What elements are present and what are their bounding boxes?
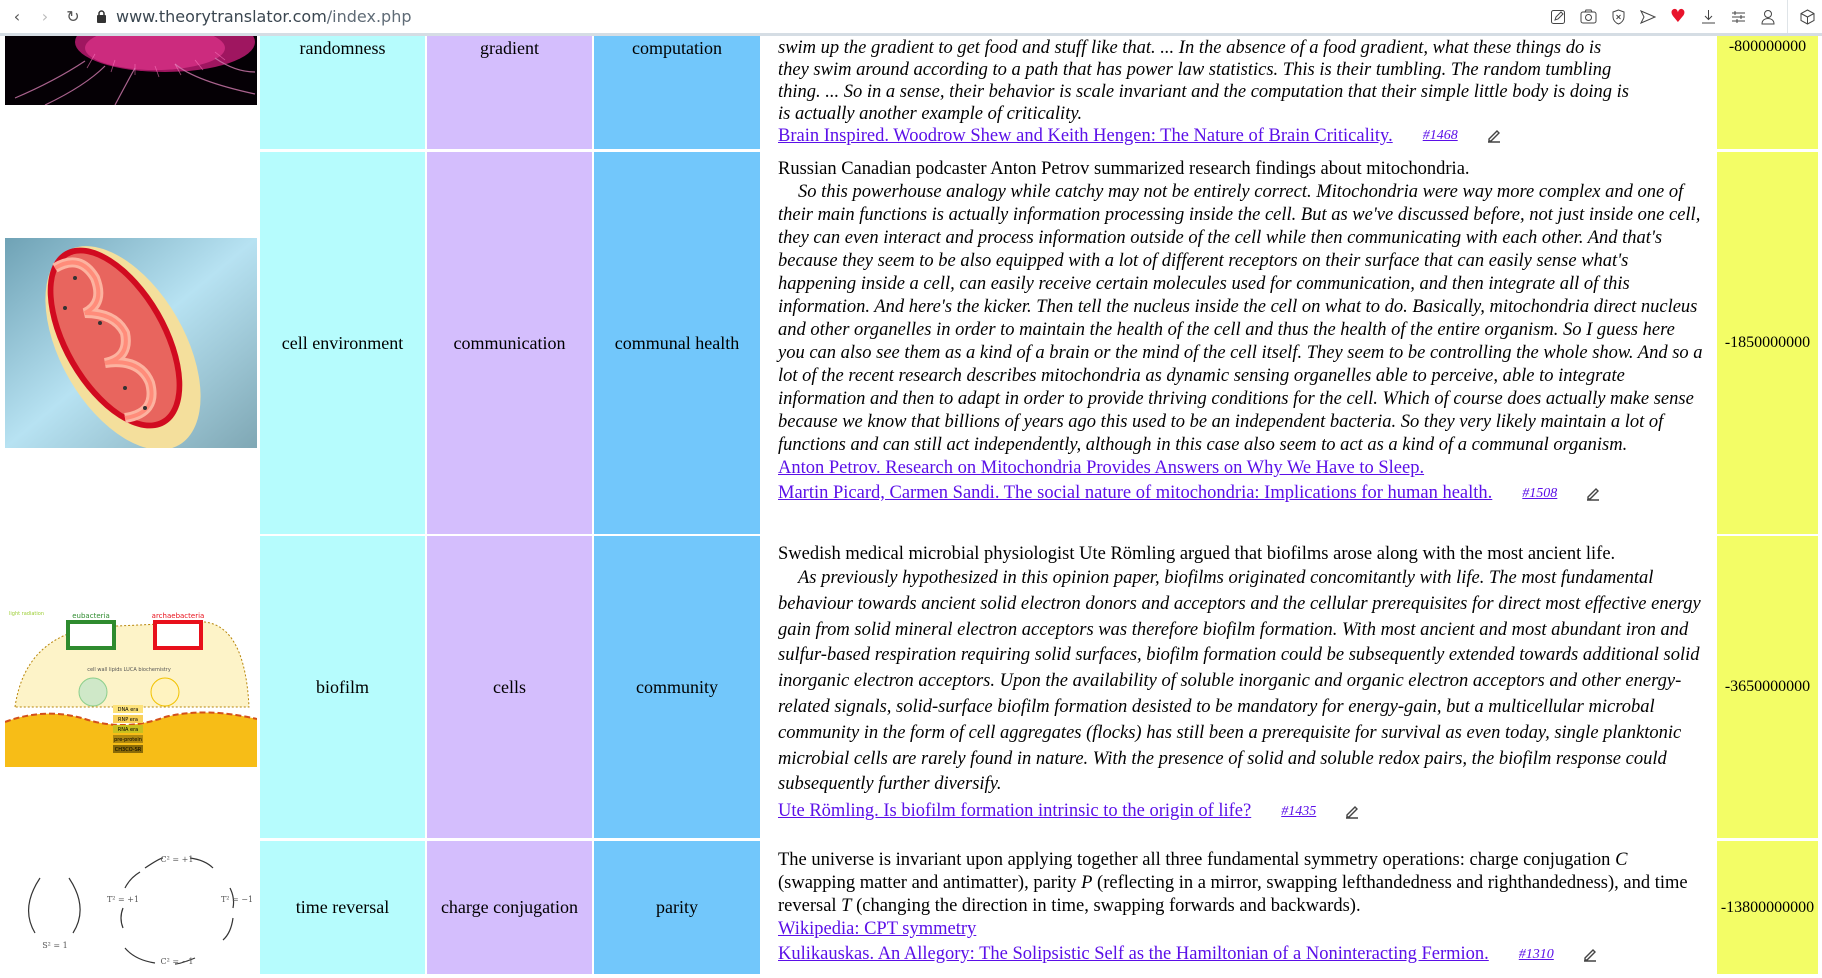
intro-fragment: The universe is invariant upon applying together all three fundamental symmetry operations: charge conjugation: [778, 850, 1616, 870]
category-label: cell environment: [281, 332, 404, 353]
symbol-t: T: [841, 896, 852, 916]
quote-text: So this powerhouse analogy while catchy may not be entirely correct. Mitochondria were way more complex and one of their main functions is actually information processing inside the cell. But as we've discussed before, not just inside one cell, they can even interact and process information outside of the cell while then communicating with each other. And that's because they seem to be also equipped with a lot of different receptors on their surface that can easily sense what's happening inside a cell, can easily receive certain molecules used for communication, and then integrate all of this information. And here's the kicker. Then tell the nucleus inside the cell on what to do. Basically, mitochondria direct nucleus and other organelles in order to maintain the health of the cell and thus the health of the entire organism. So I guess here you can also see them as a kind of a brain or the mind of the cell itself. They seem to be controlling the whole show. And so a lot of the recent research describes mitochondria as dynamic sensing organelles able to perceive, able to integrate information and then to adapt in order to provide thriving conditions for the cell. Which of course does actually make sense because we know that billions of years ago this used to be an independent bacteria. So they very likely maintain a lot of functions and can still act independently, although in this case also seem to act as a kind of a communal organism.: [778, 182, 1703, 455]
category-cell-1: [260, 536, 425, 838]
lock-icon: [94, 10, 108, 24]
category-cell-1: [260, 152, 425, 534]
sliders-icon[interactable]: [1723, 2, 1753, 32]
diagram-label: DNA era: [117, 707, 139, 713]
source-link[interactable]: Ute Römling. Is biofilm formation intrinsic to the origin of life?: [778, 801, 1252, 822]
category-label: time reversal: [295, 897, 390, 917]
url-path: /index.php: [326, 7, 412, 26]
description-cell: [778, 36, 1703, 149]
image-cell: [5, 152, 257, 534]
value-number: -13800000000: [1720, 898, 1815, 916]
category-cell-3: [594, 536, 760, 838]
entry-id-link[interactable]: #1508: [1522, 486, 1558, 501]
category-cell-3: [594, 36, 760, 149]
table-row: [0, 536, 1822, 838]
description-cell: [778, 841, 1703, 974]
diagram-label: cell wall lipids LUCA biochemistry: [87, 667, 171, 673]
value-cell: [1717, 536, 1818, 838]
reload-icon: ↻: [66, 7, 80, 26]
category-label: gradient: [480, 38, 539, 58]
edit-icon[interactable]: [1543, 2, 1573, 32]
symbol-p: P: [1081, 873, 1093, 893]
intro-fragment: (reflecting in a mirror, swapping lefthandedness and righthandedness), and time reversal: [778, 873, 1688, 916]
source-link[interactable]: Wikipedia: CPT symmetry: [778, 919, 977, 939]
category-label: charge conjugation: [440, 897, 579, 917]
value-number: -1850000000: [1724, 334, 1811, 351]
image-cell: [5, 536, 257, 838]
diagram-label: RNP era: [117, 717, 139, 723]
back-button[interactable]: [6, 6, 28, 28]
browser-toolbar: [0, 0, 1822, 36]
diagram-label: T² = +1: [106, 894, 140, 904]
shield-x-icon[interactable]: [1603, 2, 1633, 32]
edit-icon[interactable]: [1344, 804, 1360, 820]
table-row: [0, 36, 1822, 149]
biofilm-origin-diagram: [5, 607, 257, 767]
category-cell-2: [427, 36, 592, 149]
quote-line: thing. ... So in a sense, their behavior is scale invariant and the computation that their simple little body is doing is: [778, 82, 1629, 102]
diagram-label: RNA era: [117, 727, 139, 733]
cpt-symmetry-diagram: [5, 848, 257, 968]
category-cell-3: [594, 841, 760, 974]
diagram-label: archaebacteria: [151, 612, 205, 620]
quote-text: As previously hypothesized in this opinion paper, biofilms originated concomitantly with life. The most fundamental behaviour towards ancient solid electron donors and acceptors and the cellular prerequisites for direct most effective energy gain from solid mineral electron acceptors was therefore biofilm formation. With most ancient and most abundant iron and sulfur-based respiration requiring solid surfaces, biofilm formation could be subsequently extended towards additional solid inorganic electron acceptors. Upon the availability of soluble inorganic and organic electron acceptors and other energy-related signals, solid-surface biofilm formation desisted to be mandatory for energy-gain, but a multicellular microbal community in the form of cell aggregates (flocks) has still been a prerequisite for survival as even today, single planktonic microbial cells are rarely found in nature. With the presence of solid and soluble redox pairs, the biofilm response could subsequently further diversify.: [778, 568, 1701, 795]
diagram-label: C² = −1: [160, 956, 194, 966]
intro-fragment: (changing the direction in time, swapping forwards and backwards).: [851, 896, 1361, 916]
heart-icon[interactable]: ♥: [1669, 6, 1687, 27]
category-cell-2: [427, 536, 592, 838]
image-cell: [5, 841, 257, 974]
source-link[interactable]: Brain Inspired. Woodrow Shew and Keith Hengen: The Nature of Brain Criticality.: [778, 126, 1393, 146]
mitochondria-image: [5, 238, 257, 448]
chevron-left-icon: ‹: [13, 7, 21, 26]
diagram-label: S² = 1: [42, 940, 68, 950]
category-label: randomness: [299, 38, 386, 58]
category-cell-2: [427, 152, 592, 534]
source-link[interactable]: Kulikauskas. An Allegory: The Solipsistic Self as the Hamiltonian of a Noninteracting Fermion.: [778, 944, 1489, 964]
address-bar[interactable]: [116, 7, 411, 26]
download-icon[interactable]: [1693, 2, 1723, 32]
diagram-label: T² = −1: [220, 894, 254, 904]
edit-icon[interactable]: [1585, 486, 1601, 502]
category-label: community: [636, 676, 718, 697]
category-cell-1: [260, 36, 425, 149]
reload-button[interactable]: [62, 6, 84, 28]
source-link[interactable]: Anton Petrov. Research on Mitochondria Provides Answers on Why We Have to Sleep.: [778, 458, 1425, 478]
box-icon[interactable]: [1792, 2, 1822, 32]
diagram-label: light radiation: [9, 611, 44, 617]
user-icon[interactable]: [1753, 2, 1783, 32]
intro-text: Russian Canadian podcaster Anton Petrov summarized research findings about mitochondria.: [778, 159, 1470, 179]
intro-text: Swedish medical microbial physiologist Ute Römling argued that biofilms arose along with the most ancient life.: [778, 544, 1616, 564]
category-cell-1: [260, 841, 425, 974]
table-row: [0, 841, 1822, 974]
entry-id-link[interactable]: #1310: [1518, 947, 1554, 962]
intro-text: [778, 849, 1703, 918]
category-label: parity: [656, 897, 698, 917]
value-cell: [1717, 152, 1818, 534]
category-label: communication: [453, 332, 566, 353]
diagram-label: pre-protein: [114, 737, 142, 743]
diagram-label: eubacteria: [72, 612, 110, 620]
entry-id-link[interactable]: #1468: [1422, 128, 1458, 143]
forward-button[interactable]: [34, 6, 56, 28]
category-label: computation: [632, 38, 722, 58]
value-number: -800000000: [1728, 38, 1807, 55]
entry-id-link[interactable]: #1435: [1281, 804, 1317, 820]
symbol-c: C: [1615, 850, 1628, 870]
value-number: -3650000000: [1724, 678, 1811, 695]
image-cell: [5, 36, 257, 149]
camera-icon[interactable]: [1573, 2, 1603, 32]
description-cell: [778, 536, 1703, 838]
edit-icon[interactable]: [1582, 947, 1598, 963]
diagram-label: C² = +1: [160, 854, 194, 864]
extension-icons: [1543, 0, 1822, 33]
quote-line: is actually another example of criticality.: [778, 104, 1083, 124]
diagram-label: CH3CO-SR: [114, 747, 142, 753]
description-cell: [778, 152, 1703, 534]
bacterium-image: [5, 36, 257, 105]
intro-fragment: (swapping matter and antimatter), parity: [778, 873, 1082, 893]
edit-icon[interactable]: [1486, 128, 1502, 144]
source-link[interactable]: Martin Picard, Carmen Sandi. The social nature of mitochondria: Implications for human health.: [778, 483, 1493, 503]
category-cell-2: [427, 841, 592, 974]
send-icon[interactable]: [1633, 2, 1663, 32]
chevron-right-icon: ›: [41, 7, 49, 26]
table-row: [0, 152, 1822, 534]
category-label: biofilm: [316, 676, 369, 697]
category-label: communal health: [614, 332, 740, 353]
toolbar-divider: [1787, 0, 1788, 33]
value-cell: [1717, 36, 1818, 149]
category-label: cells: [493, 676, 526, 697]
category-cell-3: [594, 152, 760, 534]
url-host: www.theorytranslator.com: [116, 7, 327, 26]
value-cell: [1717, 841, 1818, 974]
quote-line: they swim around according to a path that has power law statistics. This is their tumbling. The random tumbling: [778, 60, 1612, 80]
quote-line: swim up the gradient to get food and stuff like that. ... In the absence of a food gradient, what these things do is: [778, 38, 1602, 58]
